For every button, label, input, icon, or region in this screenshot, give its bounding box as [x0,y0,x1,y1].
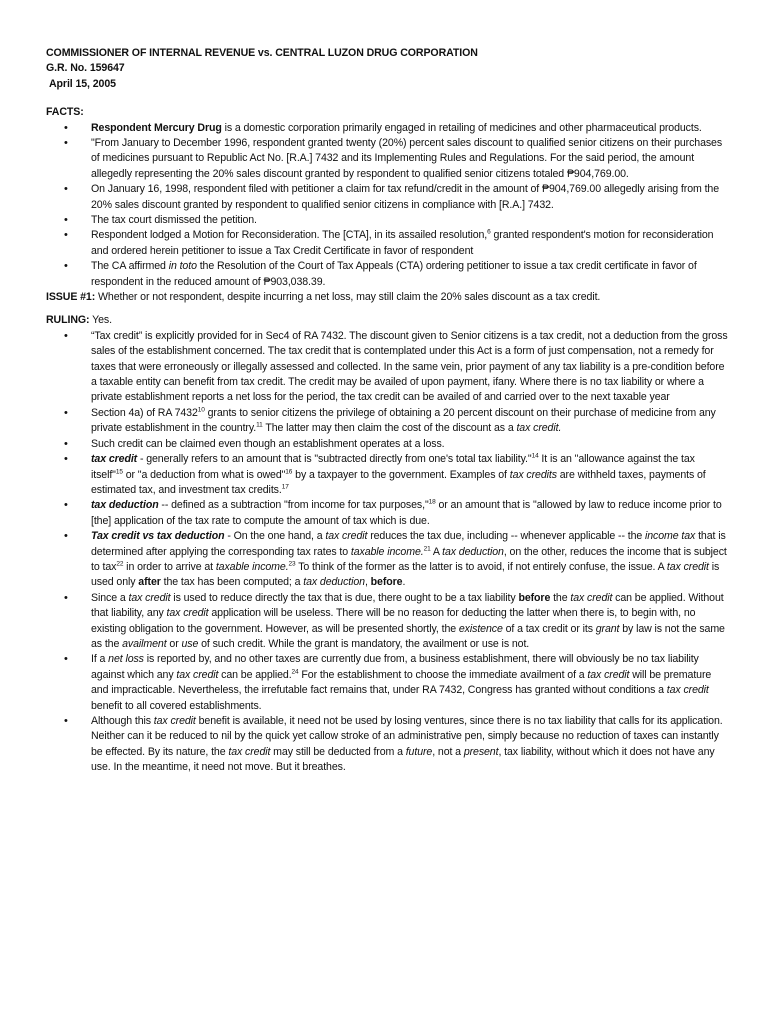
list-item: • Tax credit vs tax deduction - On the one hand, a tax credit reduces the tax due, including -- whenever applicable -- the income tax that is determined after applying the corresponding tax rates to taxable income.$^{21}$ A tax deduction, on the other, reduces the income that is subject to tax$^{22}$ in order to arrive at taxable income.$^{23}$ To think of the former as the latter is to avoid, if not entirely confuse, the issue. A tax credit is used only after the tax has been computed; a tax deduction, before. [46,529,728,591]
list-item: • The tax court dismissed the petition. [46,213,728,228]
ruling-paragraph: RULING: Yes. [46,314,112,327]
case-gr-number: G.R. No. 159647 [46,62,125,75]
ruling-heading: RULING: [46,314,90,327]
list-item: • Although this tax credit benefit is available, it need not be used by losing ventures, since there is no tax liability that calls for its application. Neither can it be reduced to nil by the quick yet callow stroke of an administrative pen, simply because no reduction of taxes can instantly be effected. By its nature, the tax credit may still be deducted from a future, not a present, tax liability, without which it does not have any use. In the meantime, it need not move. But it breathes. [46,714,728,776]
list-item: • tax deduction -- defined as a subtraction "from income for tax purposes,"$^{18}$ or an amount that is "allowed by law to reduce income prior to [the] application of the tax rate to compute the amount of tax which is due. [46,498,728,529]
issue-heading: ISSUE #1: [46,291,96,304]
case-header [46,46,728,92]
list-item: • “Tax credit” is explicitly provided for in Sec4 of RA 7432. The discount given to Senior citizens is a tax credit, not a deduction from the gross sales of the establishment concerned. The tax credit that is contemplated under this Act is a form of just compensation, not a remedy for taxes that were erroneously or illegally assessed and collected. In the same vein, prior payment of any tax liability is a pre-condition before a taxable entity can benefit from tax credit. The credit may be availed of upon payment, ifany. Where there is no tax liability or where a private establishment reports a net loss for the period, the tax credit can be availed of and carried over to the next taxable year [46,329,728,406]
list-item: • Such credit can be claimed even though an establishment operates at a loss. [46,437,728,452]
facts-heading: FACTS: [46,106,84,119]
list-item: • The CA affirmed in toto the Resolution of the Court of Tax Appeals (CTA) ordering petitioner to issue a tax credit certificate in favor of respondent in the reduced amount of ₱903,038.39. [46,259,728,290]
list-item: • If a net loss is reported by, and no other taxes are currently due from, a business establishment, there will obviously be no tax liability against which any tax credit can be applied.$^{24}$ For the establishment to choose the immediate availment of a tax credit will be premature and impracticable. Nevertheless, the irrefutable fact remains that, under RA 7432, Congress has granted without conditions a tax credit benefit to all covered establishments. [46,652,728,714]
case-date: April 15, 2005 [49,77,116,90]
list-item: • Respondent Mercury Drug is a domestic corporation primarily engaged in retailing of medicines and other pharmaceutical products. [46,121,728,136]
list-item: • tax credit - generally refers to an amount that is "subtracted directly from one's total tax liability."$^{14}$ It is an "allowance against the tax itself"$^{15}$ or "a deduction from what is owed"$^{16}$ by a taxpayer to the government. Examples of tax credits are withheld taxes, payments of estimated tax, and investment tax credits.$^{17}$ [46,452,728,498]
list-item: • Since a tax credit is used to reduce directly the tax that is due, there ought to be a tax liability before the tax credit can be applied. Without that liability, any tax credit application will be useless. There will be no reason for deducting the latter when there is, to begin with, no existing obligation to the government. However, as will be presented shortly, the existence of a tax credit or its grant by law is not the same as the availment or use of such credit. While the grant is mandatory, the availment or use is not. [46,591,728,653]
list-item: • "From January to December 1996, respondent granted twenty (20%) percent sales discount to qualified senior citizens on their purchases of medicines pursuant to Republic Act No. [R.A.] 7432 and its Implementing Rules and Regulations. For the said period, the amount allegedly representing the 20% sales discount granted by respondent to qualified senior citizens totaled ₱904,769.00. [46,136,728,182]
list-item: • Respondent lodged a Motion for Reconsideration. The [CTA], in its assailed resolution,$^6$ granted respondent's motion for reconsideration and ordered herein petitioner to issue a Tax Credit Certificate in favor of respondent [46,228,728,259]
list-item: • Section 4a) of RA 7432$^{10}$ grants to senior citizens the privilege of obtaining a 20 percent discount on their purchase of medicine from any private establishment in the country.$^{11}$ The latter may then claim the cost of the discount as a tax credit. [46,406,728,437]
ruling-list [46,329,728,776]
facts-list [46,121,728,290]
list-item: • On January 16, 1998, respondent filed with petitioner a claim for tax refund/credit in the amount of ₱904,769.00 allegedly arising from the 20% sales discount granted by respondent to qualified senior citizens in compliance with [R.A.] 7432. [46,182,728,213]
issue-paragraph: ISSUE #1: Whether or not respondent, despite incurring a net loss, may still claim the 20% sales discount as a tax credit. [46,291,601,304]
case-title: COMMISSIONER OF INTERNAL REVENUE vs. CENTRAL LUZON DRUG CORPORATION [46,47,478,59]
